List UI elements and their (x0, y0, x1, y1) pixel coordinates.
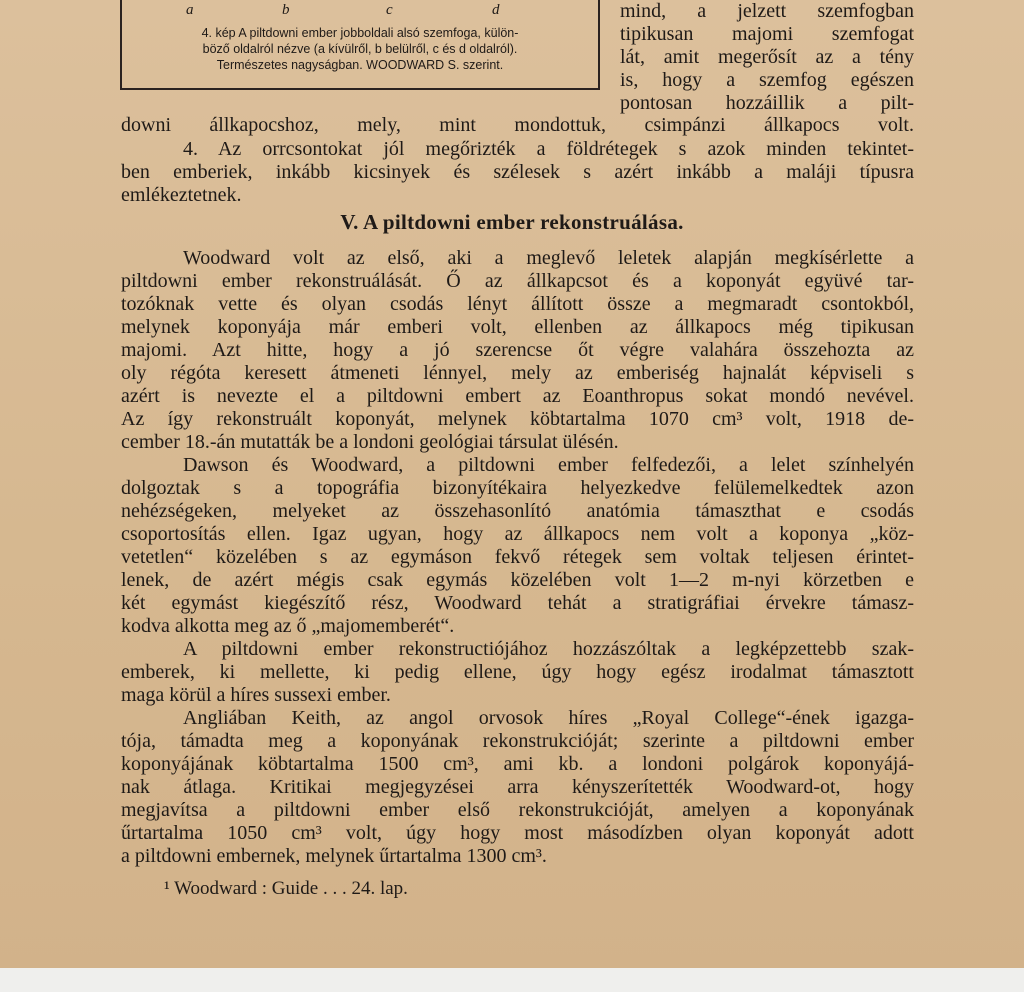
figure-labels (122, 2, 598, 22)
body-line: kodva alkotta meg az ő „majomemberét“. (121, 615, 455, 637)
body-line: majomi. Azt hitte, hogy a jó szerencse őt végre valahára összehozta az (121, 339, 914, 361)
body-line: tozóknak vette és olyan csodás lényt állított össze a megmaradt csontokból, (121, 293, 914, 315)
body-line: azért is nevezte el a piltdowni embert az Eoanthropus sokat mondó nevével. (121, 385, 914, 407)
body-line: melynek koponyája már emberi volt, ellenben az állkapocs még tipikusan (121, 316, 914, 338)
figure-caption-line: 4. kép A piltdowni ember jobboldali alsó szemfoga, külön- (201, 26, 519, 40)
body-line: A piltdowni ember rekonstructiójához hozzászóltak a legképzettebb szak- (183, 638, 914, 660)
body-line: Az így rekonstruált koponyát, melynek köbtartalma 1070 cm³ volt, 1918 de- (121, 408, 914, 430)
body-line: koponyájának köbtartalma 1500 cm³, ami kb. a londoni polgárok koponyájá- (121, 753, 914, 775)
body-line: űrtartalma 1050 cm³ volt, úgy hogy most másodízben olyan koponyát adott (121, 822, 914, 844)
body-line: két egymást kiegészítő rész, Woodward tehát a stratigráfiai érvekre támasz- (121, 592, 914, 614)
body-line: maga körül a híres sussexi ember. (121, 684, 391, 706)
body-line: piltdowni ember rekonstruálását. Ő az állkapcsot és a koponyát együvé tar- (121, 270, 914, 292)
scan-bottom-margin (0, 968, 1024, 992)
right-column-line: lát, amit megerősít az a tény (620, 46, 914, 68)
right-column-line: pontosan hozzáillik a pilt- (620, 92, 914, 114)
body-line: downi állkapocshoz, mely, mint mondottuk, csimpánzi állkapocs volt. (121, 114, 914, 136)
body-line: vetetlen“ közelében s az egymáson fekvő rétegek sem voltak teljesen érintet- (121, 546, 914, 568)
body-line: a piltdowni embernek, melynek űrtartalma 1300 cm³. (121, 845, 547, 867)
body-line: Angliában Keith, az angol orvosok híres „Royal College“-ének igazga- (183, 707, 914, 729)
right-column-line: mind, a jelzett szemfogban (620, 0, 914, 22)
figure-caption-line: böző oldalról nézve (a kívülről, b belülről, c és d oldalról). (202, 42, 518, 56)
body-line: Dawson és Woodward, a piltdowni ember felfedezői, a lelet színhelyén (183, 454, 914, 476)
body-line: nak átlaga. Kritikai megjegyzései arra kényszerítették Woodward-ot, hogy (121, 776, 914, 798)
figure-label-c: c (386, 2, 393, 18)
body-line: nehézségeken, melyeket az összehasonlító anatómia támaszthat e csodás (121, 500, 914, 522)
body-line: oly régóta keresett átmeneti lénnyel, mely az emberiség hajnalát képviseli s (121, 362, 914, 384)
section-heading: V. A piltdowni ember rekonstruálása. (340, 210, 684, 234)
body-line: csoportosítás ellen. Igaz ugyan, hogy az állkapocs nem volt a koponya „köz- (121, 523, 914, 545)
body-line: emberek, ki mellette, ki pedig ellene, úgy hogy egész irodalmat támasztott (121, 661, 914, 683)
body-line: emlékeztetnek. (121, 184, 242, 206)
body-line: tója, támadta meg a koponyának rekonstrukcióját; szerinte a piltdowni ember (121, 730, 914, 752)
body-line: dolgoztak s a topográfia bizonyítékaira helyezkedve felülemelkedtek azon (121, 477, 914, 499)
right-column-line: tipikusan majomi szemfogat (620, 23, 914, 45)
figure-label-d: d (492, 2, 500, 18)
body-line: megjavítsa a piltdowni ember első rekonstrukcióját, amelyen a koponyának (121, 799, 914, 821)
body-line: lenek, de azért mégis csak egymás közelében volt 1—2 m-nyi körzetben e (121, 569, 914, 591)
body-line: 4. Az orrcsontokat jól megőrizték a földrétegek s azok minden tekintet- (183, 138, 914, 160)
figure-label-b: b (282, 2, 290, 18)
figure-caption-line: Természetes nagyságban. WOODWARD S. szerint. (216, 58, 504, 72)
right-column-line: is, hogy a szemfog egészen (620, 69, 914, 91)
figure-label-a: a (186, 2, 194, 18)
body-line: ben emberiek, inkább kicsinyek és szélesek s azért inkább a maláji típusra (121, 161, 914, 183)
body-line: cember 18.-án mutatták be a londoni geológiai társulat ülésén. (121, 431, 619, 453)
footnote: ¹ Woodward : Guide . . . 24. lap. (164, 878, 408, 899)
figure-caption-box (120, 0, 600, 90)
right-column-text (620, 0, 914, 115)
body-line: Woodward volt az első, aki a meglevő leletek alapján megkísérlette a (183, 247, 914, 269)
